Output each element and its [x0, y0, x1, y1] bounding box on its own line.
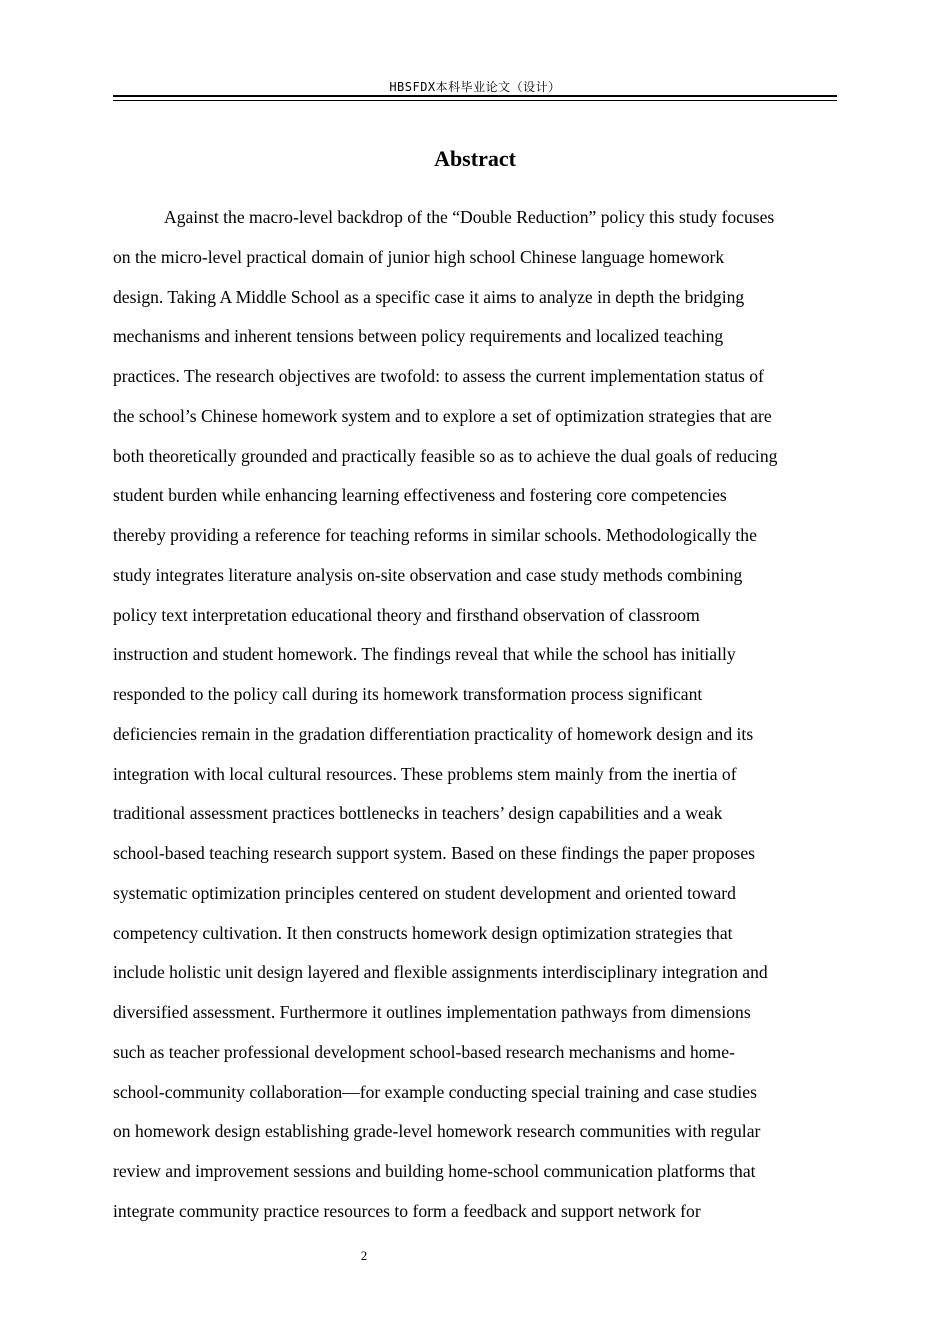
- body-line: integration with local cultural resources. These problems stem mainly from the inertia of: [113, 763, 737, 784]
- body-line: student burden while enhancing learning effectiveness and fostering core competencies: [113, 485, 727, 506]
- header-divider-thin: [113, 100, 837, 101]
- header-divider-thick: [113, 95, 837, 97]
- body-line: competency cultivation. It then constructs homework design optimization strategies that: [113, 922, 733, 943]
- body-line: traditional assessment practices bottlenecks in teachers’ design capabilities and a weak: [113, 803, 723, 824]
- body-line: responded to the policy call during its homework transformation process significant: [113, 684, 703, 704]
- body-line: design. Taking A Middle School as a specific case it aims to analyze in depth the bridging: [113, 286, 745, 307]
- body-line: thereby providing a reference for teaching reforms in similar schools. Methodologically the: [113, 525, 757, 545]
- body-line: mechanisms and inherent tensions between policy requirements and localized teaching: [113, 326, 724, 347]
- abstract-body: [113, 198, 837, 1232]
- body-line: deficiencies remain in the gradation differentiation practicality of homework design and its: [113, 723, 754, 744]
- header-title: HBSFDX本科毕业论文（设计）: [389, 80, 561, 94]
- body-line: study integrates literature analysis on-site observation and case study methods combining: [113, 564, 743, 585]
- body-line: practices. The research objectives are twofold: to assess the current implementation status of: [113, 366, 764, 386]
- body-line: integrate community practice resources to form a feedback and support network for: [113, 1200, 701, 1221]
- body-line: school-based teaching research support system. Based on these findings the paper proposes: [113, 843, 756, 863]
- page-number: 2: [360, 1248, 368, 1263]
- body-line: include holistic unit design layered and flexible assignments interdisciplinary integration and: [113, 962, 768, 983]
- body-line: such as teacher professional development school-based research mechanisms and home-: [113, 1041, 735, 1062]
- body-line: systematic optimization principles centered on student development and oriented toward: [113, 882, 736, 903]
- body-line: school-community collaboration—for example conducting special training and case studies: [113, 1081, 757, 1102]
- body-line: review and improvement sessions and building home-school communication platforms that: [113, 1161, 756, 1181]
- abstract-title: Abstract: [434, 146, 516, 171]
- body-line: diversified assessment. Furthermore it outlines implementation pathways from dimensions: [113, 1002, 751, 1022]
- body-line: both theoretically grounded and practically feasible so as to achieve the dual goals of reducing: [113, 445, 778, 466]
- body-line: on the micro-level practical domain of junior high school Chinese language homework: [113, 246, 725, 267]
- body-line: the school’s Chinese homework system and to explore a set of optimization strategies that are: [113, 405, 772, 426]
- body-line: instruction and student homework. The findings reveal that while the school has initially: [113, 644, 736, 665]
- body-line: Against the macro-level backdrop of the “Double Reduction” policy this study focuses: [164, 207, 775, 227]
- body-line: on homework design establishing grade-level homework research communities with regular: [113, 1121, 761, 1142]
- body-line: policy text interpretation educational theory and firsthand observation of classroom: [113, 604, 700, 625]
